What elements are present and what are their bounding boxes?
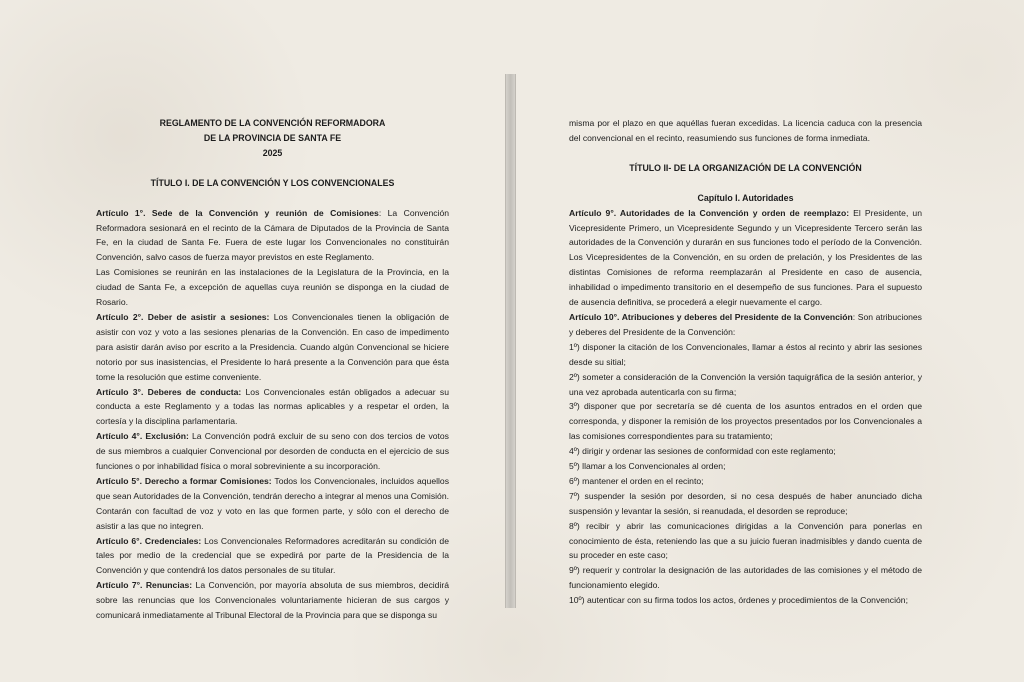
list-item: 10º) autenticar con su firma todos los actos, órdenes y procedimientos de la Convención;	[569, 595, 908, 606]
list-item: 7º) suspender la sesión por desorden, si no cesa después de haber anunciado dicha suspensión y levantar la sesión, si reanudada, el desorden se reproduce;	[569, 490, 922, 516]
article-1-heading: Artículo 1°. Sede de la Convención y reunión de Comisiones	[96, 207, 379, 218]
article-10-heading: Artículo 10°. Atribuciones y deberes del Presidente de la Convención	[569, 311, 853, 322]
article-4-heading: Artículo 4°. Exclusión:	[96, 431, 189, 442]
list-item: 5º) llamar a los Convencionales al orden;	[569, 461, 726, 472]
article-5	[96, 474, 449, 534]
article-1	[96, 206, 449, 266]
article-1-paragraph-2: Las Comisiones se reunirán en las instalaciones de la Legislatura de la Provincia, en la ciudad de Santa Fe, a excepción de aquellas cuya reunión se disponga en la ciudad de Rosario.	[96, 267, 449, 308]
left-page	[96, 116, 449, 623]
list-item: 2º) someter a consideración de la Convención la versión taquigráfica de la sesión anterior, y una vez aprobada autenticarla con su firma;	[569, 371, 922, 397]
article-9-heading: Artículo 9°. Autoridades de la Convención y orden de reemplazo:	[569, 207, 850, 218]
title-1-heading: TÍTULO I. DE LA CONVENCIÓN Y LOS CONVENCIONALES	[150, 177, 395, 188]
article-3-heading: Artículo 3°. Deberes de conducta:	[96, 386, 242, 397]
article-5-text: Todos los Convencionales, incluidos aquellos que sean Autoridades de la Convención, tendrán derecho a integrar al menos una Comisión. Contarán con facultad de voz y voto en las que formen parte, y sólo con el derecho de asistir a las que no integren.	[96, 475, 449, 531]
list-item: 9º) requerir y controlar la designación de las autoridades de las comisiones y el método de funcionamiento elegido.	[569, 565, 922, 591]
article-6	[96, 534, 449, 579]
page-spine-divider	[505, 74, 516, 608]
article-7-text: La Convención, por mayoría absoluta de sus miembros, decidirá sobre las renuncias que los Convencionales voluntariamente hicieran de sus cargos y comunicará inmediatamente al Tribunal Electoral de la Provincia para que se disponga su	[96, 580, 449, 621]
list-item: 6º) mantener el orden en el recinto;	[569, 475, 704, 486]
article-4	[96, 429, 449, 474]
article-9-text: El Presidente, un Vicepresidente Primero, un Vicepresidente Segundo y un Vicepresidente Tercero serán las autoridades de la Convención y durarán en sus funciones todo el período de la Convención. Los Vicepresidentes de la Convención, en su orden de prelación, y los Presidentes de las distintas Comisiones de reforma reemplazarán al Presidente en caso de ausencia, inhabilidad o impedimento transitorio en el desempeño de sus funciones. Para el supuesto de ausencia definitiva, se procederá a elegir nuevamente el cargo.	[569, 207, 922, 308]
article-6-text: Los Convencionales Reformadores acreditarán su condición de tales por medio de la credencial que se expedirá por parte de la Presidencia de la Convención y que contendrá los datos personales de su titular.	[96, 535, 449, 576]
article-9	[569, 206, 922, 310]
article-2-heading: Artículo 2°. Deber de asistir a sesiones:	[96, 311, 270, 322]
article-4-text: La Convención podrá excluir de su seno con dos tercios de votos de sus miembros a cualquier Convencional por desorden de conducta en el ejercicio de sus funciones o por inhabilidad física o moral sobreviniente a su incorporación.	[96, 431, 449, 472]
list-item: 4º) dirigir y ordenar las sesiones de conformidad con este reglamento;	[569, 446, 836, 457]
list-item: 3º) disponer que por secretaría se dé cuenta de los asuntos entrados en el orden que corresponda, y disponer la remisión de los proyectos presentados por los Convencionales a las comisiones correspondientes para su tratamiento;	[569, 401, 922, 442]
doc-title-line-1: REGLAMENTO DE LA CONVENCIÓN REFORMADORA	[159, 118, 386, 128]
article-1-text: : La Convención Reformadora sesionará en el recinto de la Cámara de Diputados de la Provincia de Santa Fe, en la ciudad de Santa Fe. Fuera de este lugar los Convencionales no constituirán Convención, salvo casos de fuerza mayor previstos en este Reglamento.	[96, 207, 450, 263]
doc-title-line-2: DE LA PROVINCIA DE SANTA FE	[203, 132, 342, 143]
continued-paragraph: misma por el plazo en que aquéllas fueran excedidas. La licencia caduca con la presencia del convencional en el recinto, reasumiendo sus funciones de forma inmediata.	[569, 118, 922, 143]
article-10	[569, 310, 922, 340]
article-3-text: Los Convencionales están obligados a adecuar su conducta a este Reglamento y a todas las normas aplicables y a respetar el orden, la cortesía y la disciplina parlamentaria.	[96, 386, 449, 427]
article-10-text: : Son atribuciones y deberes del Presidente de la Convención:	[569, 311, 922, 337]
article-7-heading: Artículo 7°. Renuncias:	[96, 580, 193, 591]
doc-year: 2025	[262, 147, 283, 158]
title-2-heading: TÍTULO II- DE LA ORGANIZACIÓN DE LA CONVENCIÓN	[629, 162, 862, 173]
article-2-text: Los Convencionales tienen la obligación de asistir con voz y voto a las sesiones plenarias de la Convención. En caso de impedimento para asistir darán aviso por escrito a la Presidencia. Cuando algún Convencional se hiciere notorio por sus inasistencias, el Presidente lo hará presente a la Convención para que ésta tome la resolución que estime conveniente.	[96, 311, 450, 382]
list-item: 1º) disponer la citación de los Convencionales, llamar a éstos al recinto y abrir las sesiones desde su sitial;	[569, 341, 922, 367]
article-2	[96, 310, 449, 385]
list-item: 8º) recibir y abrir las comunicaciones dirigidas a la Convención para ponerlas en conocimiento de ésta, reteniendo las que a su juicio fueran inadmisibles y dando cuenta de su proceder en este caso;	[569, 520, 922, 561]
right-page	[569, 116, 922, 608]
article-6-heading: Artículo 6°. Credenciales:	[96, 535, 202, 546]
article-7	[96, 578, 449, 623]
article-3	[96, 385, 449, 430]
article-5-heading: Artículo 5°. Derecho a formar Comisiones:	[96, 475, 272, 486]
chapter-1-heading: Capítulo I. Autoridades	[697, 192, 794, 203]
